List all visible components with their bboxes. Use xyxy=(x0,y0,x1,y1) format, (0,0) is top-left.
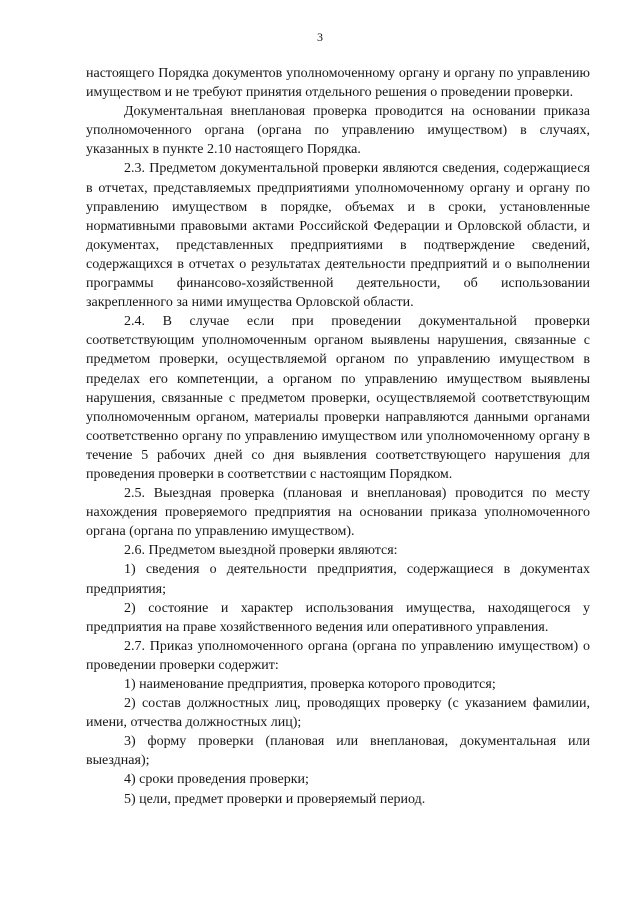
list-item-2-7-5: 5) цели, предмет проверки и проверяемый период. xyxy=(124,791,426,807)
list-item-2-7-2: 2) состав должностных лиц, проводящих проверку (с указанием фамилии, имени, отчества должностных лиц); xyxy=(86,696,590,731)
list-item-2-6-2: 2) состояние и характер использования имущества, находящегося у предприятия на праве хозяйственного ведения или оперативного управления. xyxy=(86,600,590,635)
list-item-2-6-1: 1) сведения о деятельности предприятия, содержащиеся в документах предприятия; xyxy=(86,562,590,597)
paragraph-2-7: 2.7. Приказ уполномоченного органа (органа по управлению имуществом) о проведении проверки содержит: xyxy=(86,638,590,673)
paragraph-2-6: 2.6. Предметом выездной проверки являются: xyxy=(124,543,398,559)
paragraph-2-5: 2.5. Выездная проверка (плановая и внеплановая) проводится по месту нахождения проверяемого предприятия на основании приказа уполномоченного органа (органа по управлению имуществом). xyxy=(86,486,590,540)
paragraph-2-3: 2.3. Предметом документальной проверки являются сведения, содержащиеся в отчетах, представляемых предприятиями уполномоченному органу и органу по управлению имуществом в порядке, объемах и в сроки, установленные нормативными правовыми актами Российской Федерации и Орловской области, и документах, представленных предприятиями в подтверждение сведений, содержащихся в отчетах о результатах деятельности предприятий и о выполнении программы финансово-хозяйственной деятельности, об использовании закрепленного за ними имущества Орловской области. xyxy=(86,161,590,311)
list-item-2-7-4: 4) сроки проведения проверки; xyxy=(124,772,309,788)
paragraph-unscheduled-documentary-check: Документальная внеплановая проверка проводится на основании приказа уполномоченного органа (органа по управлению имуществом) в случаях, указанных в пункте 2.10 настоящего Порядка. xyxy=(86,104,590,158)
document-body xyxy=(86,64,590,809)
page-number: 3 xyxy=(317,30,323,44)
paragraph-continuation: настоящего Порядка документов уполномоченному органу и органу по управлению имуществом и не требуют принятия отдельного решения о проведении проверки. xyxy=(86,66,590,101)
list-item-2-7-1: 1) наименование предприятия, проверка которого проводится; xyxy=(124,677,496,692)
list-item-2-7-3: 3) форму проверки (плановая или внеплановая, документальная или выездная); xyxy=(86,734,590,769)
paragraph-2-4: 2.4. В случае если при проведении документальной проверки соответствующим уполномоченным органом выявлены нарушения, связанные с предметом проверки, осуществляемой органом по управлению имуществом в пределах его компетенции, а органом по управлению имуществом выявлены нарушения, связанные с предметом проверки, осуществляемой соответствующим уполномоченным органом, материалы проверки направляются данными органами соответственно органу по управлению имуществом или уполномоченному органу в течение 5 рабочих дней со дня выявления соответствующего нарушения для проведения проверки в соответствии с настоящим Порядком. xyxy=(86,314,590,482)
